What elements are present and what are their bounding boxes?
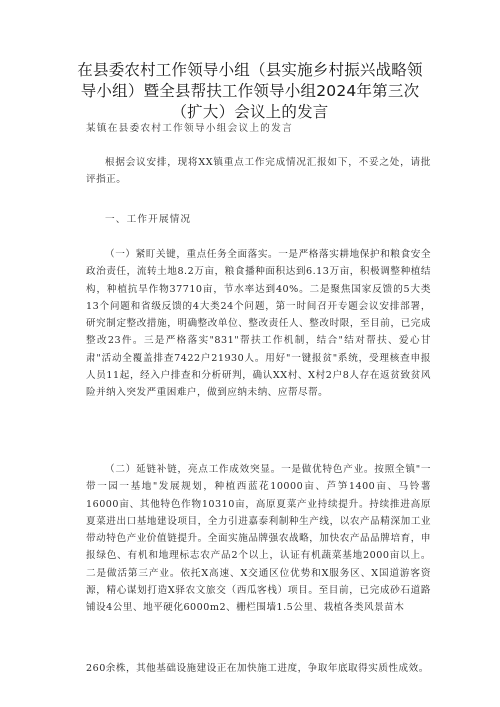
document-title: 在县委农村工作领导小组（县实施乡村振兴战略领导小组）暨全县帮扶工作领导小组2024年第三次（扩大）会议上的发言: [77, 61, 423, 121]
body-paragraph: （二）延链补链，亮点工作成效突显。一是做优特色产业。按照全镇"一带一园一基地"发展规划，种植西蓝花10000亩、芦笋1400亩、马铃薯16000亩、其他特色作物10310亩，高原夏菜产业持续提升。持续推进高原夏菜进出口基地建设项目，全力引进嘉泰利制种生产线，以农产品精深加工业带动特色产业价值链提升。全面实施品牌强农战略，加快农产品品牌培育，申报绿色、有机和地理标志农产品2个以上，认证有机蔬菜基地2000亩以上。二是做活第三产业。依托X高速、X交通区位优势和X服务区、X国道游客资源，精心谋划打造X驿农文旅交（西瓜客栈）项目。至目前，已完成砂石道路铺设4公里、地平硬化6000m2、栅栏围墙1.5公里、栽植各类风景苗木: [86, 464, 431, 614]
intro-paragraph: 根据会议安排，现将XX镇重点工作完成情况汇报如下，不妥之处，请批评指正。: [86, 157, 431, 186]
section-heading: 一、工作开展情况: [105, 214, 192, 225]
document-subtitle: 某镇在县委农村工作领导小组会议上的发言: [86, 123, 293, 134]
body-paragraph: （一）紧盯关键，重点任务全面落实。一是严格落实耕地保护和粮食安全政治责任，流转土地8.2万亩，粮食播种面积达到6.13万亩，积极调整种植结构，种植抗旱作物37710亩，节水率达到40%。二是聚焦国家反馈的5大类13个问题和省级反馈的4大类24个问题，第一时间召开专题会议安排部署，研究制定整改措施，明确整改单位、整改责任人、整改时限，至目前，已完成整改23件。三是严格落实"831"帮扶工作机制，结合"结对帮扶、爱心甘肃"活动全覆盖排查7422户21930人。用好"一键报贫"系统，受理核查申报人员11起，经入户排查和分析研判，确认XX村、X村2户8人存在返贫致贫风险并纳入突发严重困难户，做到应纳未纳、应帮尽帮。: [86, 249, 431, 399]
body-paragraph: 260余株，其他基础设施建设正在加快施工进度，争取年底取得实质性成效。: [86, 663, 429, 674]
